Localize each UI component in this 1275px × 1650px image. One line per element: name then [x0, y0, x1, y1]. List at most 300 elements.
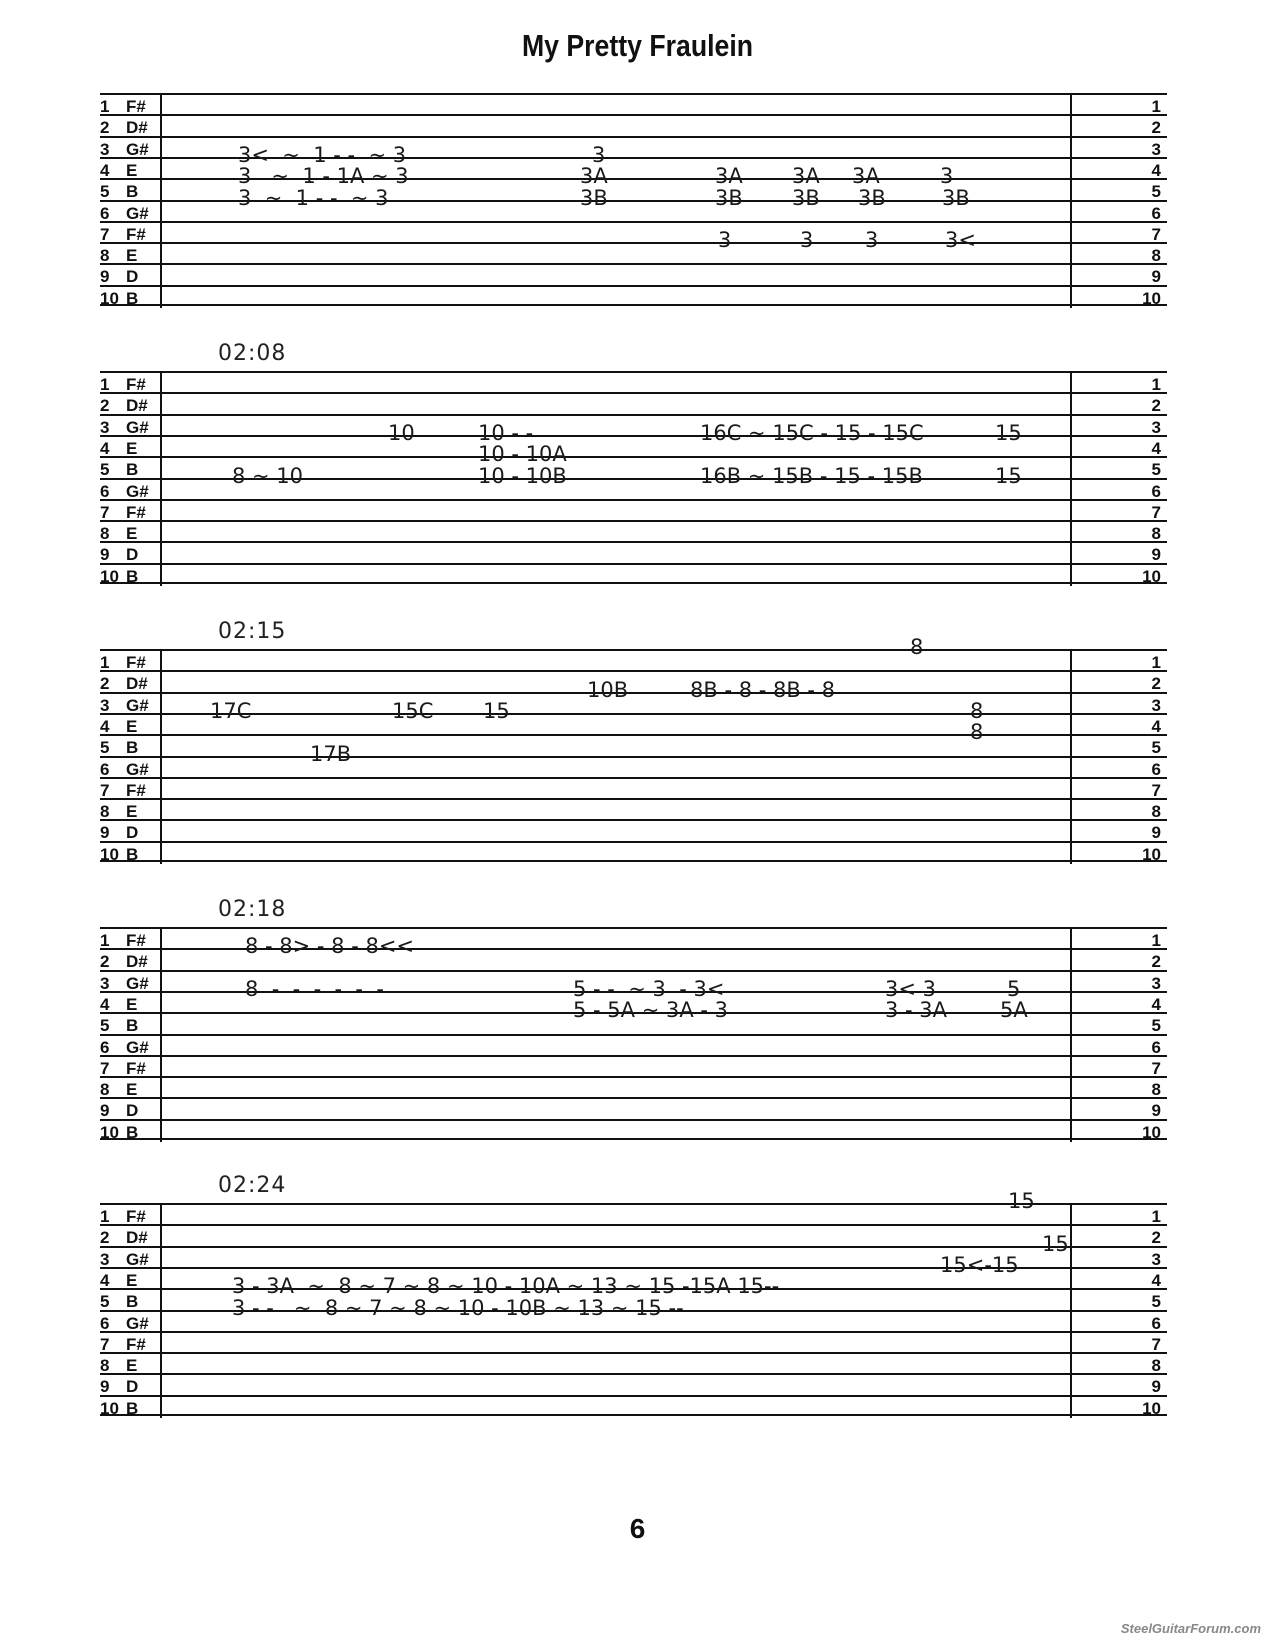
string-label — [100, 525, 162, 542]
tab-notation: 3A — [715, 164, 743, 189]
string-number: 4 — [100, 1270, 110, 1290]
tab-notation: 3B — [858, 185, 886, 210]
tab-notation: 8 - - - - - - — [245, 976, 384, 1001]
tab-notation: 3 - 3A ~ 8 ~ 7 ~ 8 ~ 10 - 10A ~ 13 ~ 15 -15A 15-- — [232, 1274, 780, 1299]
string-label — [100, 183, 162, 200]
string-number: 10 — [100, 1122, 119, 1142]
string-number-right: 10 — [1142, 1122, 1161, 1142]
staff-right-bar — [1070, 1203, 1072, 1418]
string-number: 8 — [100, 802, 110, 822]
string-number-right: 3 — [1151, 417, 1161, 437]
string-number-right: 6 — [1151, 759, 1161, 779]
string-number-right: 4 — [1151, 716, 1161, 736]
string-label — [100, 654, 162, 671]
string-number-right: 8 — [1151, 802, 1161, 822]
string-number-right: 5 — [1151, 1016, 1161, 1036]
tab-notation: 3 — [865, 228, 879, 253]
tab-notation: 3 ~ 1 - 1A ~ 3 — [238, 164, 409, 189]
string-number-right: 1 — [1151, 1207, 1161, 1226]
string-tuning: F# — [126, 780, 146, 800]
tab-notation: 10 - 10B — [478, 463, 567, 488]
string-number-right: 9 — [1151, 267, 1161, 287]
staff-left-bar — [160, 93, 162, 308]
string-tuning: G# — [126, 1037, 149, 1057]
string-number: 3 — [100, 1249, 110, 1269]
string-number-right: 6 — [1151, 481, 1161, 501]
string-number-right: 7 — [1151, 224, 1161, 244]
staff-left-bar — [160, 649, 162, 864]
staff-right-bar — [1070, 649, 1072, 864]
string-number-right: 8 — [1151, 524, 1161, 544]
string-number-right: 7 — [1151, 502, 1161, 522]
tab-notation: 3 - 3A — [885, 998, 948, 1023]
string-label — [100, 376, 162, 393]
string-number-right: 2 — [1151, 674, 1161, 694]
string-label — [100, 1400, 162, 1417]
string-number-right: 3 — [1151, 139, 1161, 159]
tab-notation: 5A — [1000, 998, 1028, 1023]
string-tuning: F# — [126, 1207, 146, 1226]
timestamp: 02:24 — [218, 1173, 287, 1198]
string-tuning: G# — [126, 1313, 149, 1333]
string-number: 4 — [100, 716, 110, 736]
string-line — [100, 541, 1167, 565]
string-tuning: F# — [126, 375, 146, 394]
string-tuning: G# — [126, 417, 149, 437]
string-number-right: 7 — [1151, 780, 1161, 800]
string-label — [100, 290, 162, 307]
string-label — [100, 1102, 162, 1119]
tab-notation: 8 ~ 10 — [232, 463, 304, 488]
string-tuning: G# — [126, 203, 149, 223]
string-number-right: 1 — [1151, 97, 1161, 116]
string-number: 9 — [100, 545, 110, 565]
string-number: 7 — [100, 1058, 110, 1078]
string-line — [100, 371, 1167, 392]
string-label — [100, 761, 162, 778]
tab-notation: 16C ~ 15C - 15 - 15C — [700, 420, 924, 445]
string-line — [100, 285, 1167, 306]
string-number-right: 9 — [1151, 545, 1161, 565]
tab-notation: 3A — [580, 164, 608, 189]
string-tuning: E — [126, 524, 138, 544]
string-line — [100, 670, 1167, 694]
string-line — [100, 1203, 1167, 1224]
tab-notation: 8B - 8 - 8B - 8 — [690, 677, 836, 702]
watermark: SteelGuitarForum.com — [1120, 1621, 1261, 1636]
string-tuning: B — [126, 1398, 139, 1418]
string-number-right: 9 — [1151, 1377, 1161, 1397]
string-tuning: D# — [126, 118, 148, 138]
string-label — [100, 1229, 162, 1246]
string-label — [100, 141, 162, 158]
string-tuning: D# — [126, 1228, 148, 1248]
string-label — [100, 568, 162, 585]
string-label — [100, 975, 162, 992]
string-tuning: D# — [126, 674, 148, 694]
string-tuning: D# — [126, 952, 148, 972]
tab-notation: 3 — [800, 228, 814, 253]
string-line — [100, 1119, 1167, 1140]
string-label — [100, 226, 162, 243]
string-number: 5 — [100, 738, 110, 758]
string-tuning: D — [126, 267, 139, 287]
tab-notation: 3A — [792, 164, 820, 189]
string-label — [100, 1378, 162, 1395]
string-number-right: 1 — [1151, 931, 1161, 950]
string-label — [100, 546, 162, 563]
string-number: 9 — [100, 1377, 110, 1397]
tab-notation: 15 — [483, 698, 510, 723]
tab-notation: 3 — [592, 142, 606, 167]
string-line — [100, 1373, 1167, 1397]
string-tuning: B — [126, 182, 139, 202]
tab-notation: 10 — [388, 420, 415, 445]
string-line — [100, 1224, 1167, 1248]
tab-notation: 3 — [718, 228, 732, 253]
string-number: 2 — [100, 952, 110, 972]
string-number-right: 5 — [1151, 182, 1161, 202]
tab-notation: 3B — [942, 185, 970, 210]
tab-notation: 3A — [852, 164, 880, 189]
string-tuning: E — [126, 1080, 138, 1100]
string-label — [100, 1208, 162, 1225]
string-tuning: E — [126, 246, 138, 266]
string-label — [100, 1081, 162, 1098]
string-number: 8 — [100, 524, 110, 544]
staff-left-bar — [160, 1203, 162, 1418]
string-line — [100, 1097, 1167, 1121]
tab-staff — [100, 341, 1167, 586]
string-line — [100, 1034, 1167, 1055]
string-number-right: 5 — [1151, 738, 1161, 758]
string-label — [100, 440, 162, 457]
string-number: 3 — [100, 139, 110, 159]
string-line — [100, 1331, 1167, 1352]
string-tuning: G# — [126, 481, 149, 501]
string-number: 5 — [100, 182, 110, 202]
tab-notation: 3 — [940, 164, 954, 189]
string-label — [100, 397, 162, 414]
string-number-right: 8 — [1151, 246, 1161, 266]
string-number: 7 — [100, 1334, 110, 1354]
staff-right-bar — [1070, 371, 1072, 586]
string-line — [100, 756, 1167, 777]
string-tuning: B — [126, 844, 139, 864]
string-label — [100, 932, 162, 949]
timestamp: 02:18 — [218, 897, 287, 922]
string-label — [100, 268, 162, 285]
string-line — [100, 263, 1167, 287]
string-number: 6 — [100, 1313, 110, 1333]
tab-notation: 8 — [910, 635, 924, 659]
string-number: 7 — [100, 224, 110, 244]
tab-notation: 10 - - — [478, 420, 534, 445]
string-number-right: 3 — [1151, 973, 1161, 993]
string-label — [100, 953, 162, 970]
string-number: 10 — [100, 1398, 119, 1418]
string-number-right: 10 — [1142, 566, 1161, 586]
string-tuning: F# — [126, 1334, 146, 1354]
staff-right-bar — [1070, 93, 1072, 308]
string-line — [100, 734, 1167, 758]
string-label — [100, 98, 162, 115]
page-title: My Pretty Fraulein — [521, 28, 754, 63]
string-label — [100, 846, 162, 863]
string-label — [100, 1293, 162, 1310]
string-tuning: E — [126, 1356, 138, 1376]
string-tuning: F# — [126, 653, 146, 672]
tab-staff — [100, 897, 1167, 1142]
staff-left-bar — [160, 927, 162, 1142]
string-tuning: G# — [126, 1249, 149, 1269]
string-line — [100, 114, 1167, 138]
string-number-right: 4 — [1151, 160, 1161, 180]
tab-notation: 15 — [995, 463, 1022, 488]
string-tuning: D — [126, 545, 139, 565]
string-number: 1 — [100, 1207, 110, 1226]
string-number: 7 — [100, 780, 110, 800]
string-line — [100, 1055, 1167, 1076]
string-tuning: B — [126, 738, 139, 758]
string-number-right: 7 — [1151, 1334, 1161, 1354]
string-label — [100, 1251, 162, 1268]
string-tuning: F# — [126, 1058, 146, 1078]
string-label — [100, 1039, 162, 1056]
string-line — [100, 1395, 1167, 1416]
string-tuning: F# — [126, 224, 146, 244]
string-line — [100, 819, 1167, 843]
string-tuning: E — [126, 1270, 138, 1290]
string-tuning: F# — [126, 502, 146, 522]
string-tuning: D — [126, 823, 139, 843]
string-label — [100, 1124, 162, 1141]
string-tuning: D — [126, 1377, 139, 1397]
string-number: 8 — [100, 246, 110, 266]
string-number: 3 — [100, 973, 110, 993]
string-tuning: D — [126, 1101, 139, 1121]
tab-notation: 10B — [587, 677, 629, 702]
tab-notation: 15 — [1008, 1189, 1035, 1213]
string-tuning: F# — [126, 97, 146, 116]
string-number: 4 — [100, 160, 110, 180]
string-tuning: B — [126, 566, 139, 586]
string-label — [100, 1060, 162, 1077]
string-number: 6 — [100, 759, 110, 779]
string-number: 4 — [100, 994, 110, 1014]
string-number: 1 — [100, 931, 110, 950]
string-number-right: 7 — [1151, 1058, 1161, 1078]
tab-notation: 15 — [995, 420, 1022, 445]
string-number: 7 — [100, 502, 110, 522]
string-label — [100, 504, 162, 521]
string-tuning: E — [126, 994, 138, 1014]
string-number-right: 5 — [1151, 460, 1161, 480]
string-tuning: E — [126, 438, 138, 458]
string-number-right: 8 — [1151, 1356, 1161, 1376]
string-line — [100, 93, 1167, 114]
string-number-right: 5 — [1151, 1292, 1161, 1312]
string-number-right: 10 — [1142, 288, 1161, 308]
string-number-right: 10 — [1142, 1398, 1161, 1418]
string-number-right: 3 — [1151, 695, 1161, 715]
string-label — [100, 1272, 162, 1289]
tab-notation: 3< — [945, 228, 976, 253]
string-label — [100, 119, 162, 136]
tab-notation: 3B — [715, 185, 743, 210]
string-label — [100, 483, 162, 500]
string-line — [100, 1352, 1167, 1376]
string-tuning: B — [126, 1292, 139, 1312]
tab-notation: 17C — [210, 698, 252, 723]
string-label — [100, 824, 162, 841]
string-label — [100, 1357, 162, 1374]
tab-notation: 5 — [1007, 976, 1021, 1001]
tab-notation: 3 - - ~ 8 ~ 7 ~ 8 ~ 10 - 10B ~ 13 ~ 15 -- — [232, 1295, 684, 1320]
string-line — [100, 563, 1167, 584]
tab-notation: 15C — [392, 698, 434, 723]
string-number: 4 — [100, 438, 110, 458]
string-label — [100, 782, 162, 799]
string-tuning: G# — [126, 759, 149, 779]
string-number: 1 — [100, 375, 110, 394]
string-line — [100, 777, 1167, 798]
string-number: 9 — [100, 267, 110, 287]
string-number: 5 — [100, 1016, 110, 1036]
string-number: 10 — [100, 288, 119, 308]
string-label — [100, 162, 162, 179]
string-number-right: 4 — [1151, 1270, 1161, 1290]
string-line — [100, 649, 1167, 670]
string-number: 5 — [100, 460, 110, 480]
string-number-right: 3 — [1151, 1249, 1161, 1269]
string-tuning: G# — [126, 695, 149, 715]
string-tuning: E — [126, 716, 138, 736]
tab-staff — [100, 619, 1167, 864]
string-number: 5 — [100, 1292, 110, 1312]
staff-left-bar — [160, 371, 162, 586]
string-line — [100, 242, 1167, 266]
string-line — [100, 392, 1167, 416]
string-line — [100, 798, 1167, 822]
string-number: 1 — [100, 97, 110, 116]
string-line — [100, 499, 1167, 520]
string-number-right: 4 — [1151, 994, 1161, 1014]
string-label — [100, 247, 162, 264]
string-label — [100, 803, 162, 820]
string-line — [100, 692, 1167, 713]
string-tuning: F# — [126, 931, 146, 950]
string-number: 6 — [100, 203, 110, 223]
string-number-right: 2 — [1151, 118, 1161, 138]
tab-notation: 15 — [1042, 1231, 1069, 1256]
string-number-right: 9 — [1151, 1101, 1161, 1121]
string-label — [100, 205, 162, 222]
string-number: 2 — [100, 396, 110, 416]
string-number-right: 9 — [1151, 823, 1161, 843]
string-label — [100, 697, 162, 714]
string-number-right: 10 — [1142, 844, 1161, 864]
tab-notation: 17B — [310, 741, 352, 766]
string-number-right: 8 — [1151, 1080, 1161, 1100]
tab-notation: 15<-15 — [940, 1252, 1019, 1277]
string-number-right: 2 — [1151, 952, 1161, 972]
string-tuning: B — [126, 1016, 139, 1036]
tab-notation: 3B — [792, 185, 820, 210]
string-number-right: 2 — [1151, 1228, 1161, 1248]
string-label — [100, 1017, 162, 1034]
string-number: 2 — [100, 118, 110, 138]
string-label — [100, 419, 162, 436]
timestamp: 02:08 — [218, 341, 287, 366]
tab-staff — [100, 1173, 1167, 1418]
string-number-right: 1 — [1151, 375, 1161, 394]
string-label — [100, 1336, 162, 1353]
string-number: 3 — [100, 417, 110, 437]
string-number-right: 6 — [1151, 1313, 1161, 1333]
tab-notation: 3 ~ 1 - - ~ 3 — [238, 185, 389, 210]
string-line — [100, 713, 1167, 734]
string-label — [100, 718, 162, 735]
string-tuning: B — [126, 288, 139, 308]
timestamp: 02:15 — [218, 619, 287, 644]
tab-notation: 3B — [580, 185, 608, 210]
page-number: 6 — [629, 1513, 646, 1544]
string-number: 2 — [100, 674, 110, 694]
string-number: 8 — [100, 1356, 110, 1376]
string-label — [100, 996, 162, 1013]
tab-notation: 8 — [970, 720, 984, 745]
string-number: 1 — [100, 653, 110, 672]
string-tuning: G# — [126, 139, 149, 159]
string-line — [100, 520, 1167, 544]
string-tuning: B — [126, 460, 139, 480]
tab-notation: 5 - - ~ 3 - 3< — [573, 976, 725, 1001]
string-number: 6 — [100, 1037, 110, 1057]
string-tuning: D# — [126, 396, 148, 416]
tab-notation: 16B ~ 15B - 15 - 15B — [700, 463, 923, 488]
tab-staff — [100, 93, 1167, 306]
string-line — [100, 1076, 1167, 1100]
string-number-right: 1 — [1151, 653, 1161, 672]
tab-notation: 10 - 10A — [478, 442, 567, 467]
staff-right-bar — [1070, 927, 1072, 1142]
string-tuning: G# — [126, 973, 149, 993]
string-number: 6 — [100, 481, 110, 501]
string-tuning: B — [126, 1122, 139, 1142]
string-tuning: E — [126, 160, 138, 180]
string-number: 9 — [100, 1101, 110, 1121]
string-number-right: 6 — [1151, 203, 1161, 223]
string-number: 2 — [100, 1228, 110, 1248]
tab-notation: 3< ~ 1 - - ~ 3 — [238, 142, 407, 167]
string-line — [100, 841, 1167, 862]
string-number-right: 4 — [1151, 438, 1161, 458]
tab-notation: 8 — [970, 698, 984, 723]
string-number: 9 — [100, 823, 110, 843]
string-number-right: 2 — [1151, 396, 1161, 416]
string-label — [100, 739, 162, 756]
string-number-right: 6 — [1151, 1037, 1161, 1057]
string-number: 10 — [100, 844, 119, 864]
string-tuning: E — [126, 802, 138, 822]
tab-notation: 5 - 5A ~ 3A - 3 — [573, 998, 728, 1023]
string-label — [100, 461, 162, 478]
string-number: 3 — [100, 695, 110, 715]
tab-notation: 8 - 8> - 8 - 8<< — [245, 934, 415, 959]
string-line — [100, 221, 1167, 242]
string-label — [100, 675, 162, 692]
